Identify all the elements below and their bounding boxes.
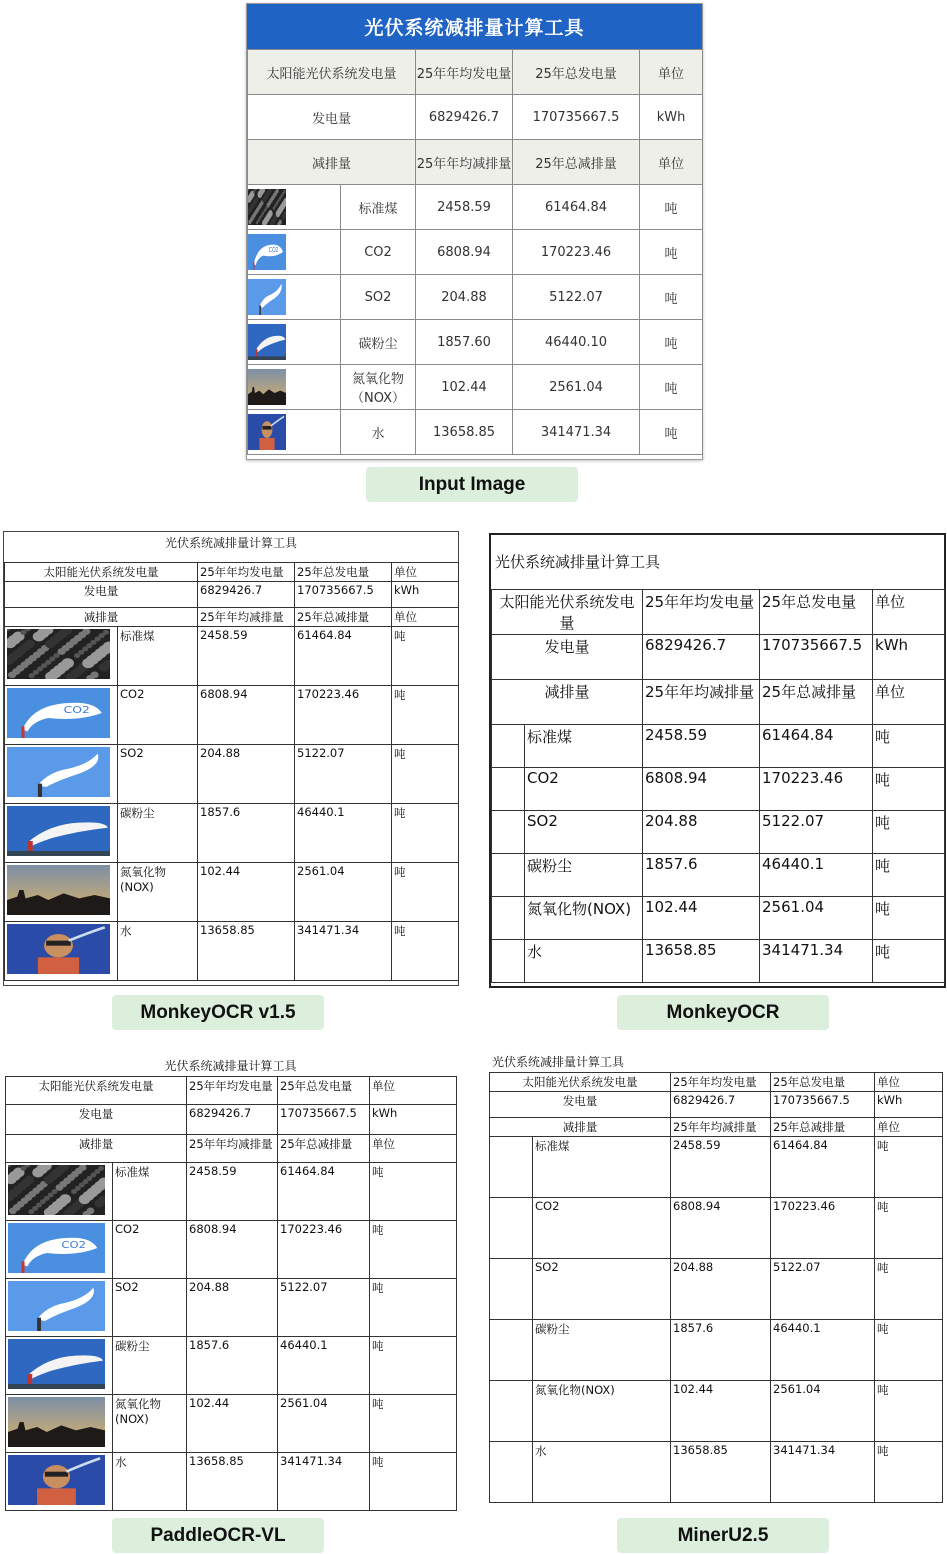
table-cell: CO2 [113,1221,187,1279]
table-cell: 1857.60 [416,320,513,365]
table-cell: 氮氧化物（NOX） [341,365,416,410]
table-cell: 吨 [392,922,459,981]
table-cell: 氮氧化物(NOX) [118,863,198,922]
caption-monkeyocr: MonkeyOCR [617,995,829,1030]
header-cell: 单位 [640,50,703,95]
image-cell [492,940,525,983]
image-cell [490,1198,533,1259]
table-cell: kWh [370,1105,457,1135]
table-row [5,627,459,686]
table-cell: 碳粉尘 [533,1320,671,1381]
image-cell [490,1259,533,1320]
table-cell: 氮氧化物(NOX) [525,897,643,940]
table-cell: 6808.94 [416,230,513,275]
co2-cloud-icon [7,688,115,738]
table-cell: 170735667.5 [295,582,392,608]
image-cell [490,1320,533,1381]
table-cell: 水 [341,410,416,455]
table-cell: 25年年均减排量 [671,1118,771,1137]
table-cell: 吨 [370,1395,457,1453]
table-cell: 204.88 [187,1279,278,1337]
image-cell [492,854,525,897]
table-cell: CO2 [118,686,198,745]
table-cell: 170223.46 [295,686,392,745]
table-cell: 46440.1 [295,804,392,863]
table-row [6,1395,457,1453]
table-cell: 6808.94 [643,768,760,811]
table-cell: 102.44 [187,1395,278,1453]
image-cell [5,627,118,686]
table-cell: 6808.94 [198,686,295,745]
table-cell: 25年总减排量 [278,1135,370,1163]
table-cell: 25年总发电量 [771,1073,875,1092]
table-cell: kWh [875,1092,943,1118]
table-cell: 1857.6 [187,1337,278,1395]
header-row [492,590,945,635]
table-cell: 单位 [873,680,945,725]
table-cell: 6829426.7 [416,95,513,140]
table-cell: 吨 [370,1453,457,1511]
table-cell: 发电量 [490,1092,671,1118]
table-cell: 氮氧化物(NOX) [533,1381,671,1442]
table-cell: 吨 [392,745,459,804]
table-cell: 6808.94 [671,1198,771,1259]
image-cell [490,1442,533,1503]
table-row [6,1221,457,1279]
table-cell: 5122.07 [513,275,640,320]
table-cell: 吨 [873,940,945,983]
table-cell: 标准煤 [118,627,198,686]
table-cell: 水 [533,1442,671,1503]
table-cell: 标准煤 [533,1137,671,1198]
caption-mineru: MinerU2.5 [617,1518,829,1553]
table-cell: 氮氧化物(NOX) [113,1395,187,1453]
table-cell: 25年年均减排量 [643,680,760,725]
table-cell: 发电量 [5,582,198,608]
table-cell: 170223.46 [760,768,873,811]
table-cell: 发电量 [6,1105,187,1135]
co2-cloud-icon [248,234,340,270]
table-cell: 46440.1 [760,854,873,897]
table-row [492,635,945,680]
image-cell [6,1453,113,1511]
table-cell: 341471.34 [771,1442,875,1503]
table-row [5,582,459,608]
table-cell: SO2 [533,1259,671,1320]
table-cell: 61464.84 [513,185,640,230]
table-cell: 1857.6 [643,854,760,897]
table-cell: 吨 [873,811,945,854]
table-cell: 25年总减排量 [295,608,392,627]
table-cell: 2458.59 [198,627,295,686]
table-row [492,811,945,854]
table-cell: 204.88 [198,745,295,804]
result-table [489,1072,943,1503]
table-cell: kWh [640,95,703,140]
table-row [6,1279,457,1337]
panel-title: 光伏系统减排量计算工具 [495,553,661,571]
svg-text:CO2: CO2 [268,246,279,255]
table-cell: 61464.84 [278,1163,370,1221]
header-cell: 太阳能光伏系统发电量 [248,50,416,95]
table-cell: 吨 [875,1442,943,1503]
table-cell: SO2 [118,745,198,804]
table-cell: 204.88 [643,811,760,854]
table-cell: 13658.85 [187,1453,278,1511]
table-cell: 碳粉尘 [525,854,643,897]
table-row [5,686,459,745]
table-cell: 1857.6 [671,1320,771,1381]
image-cell [248,320,341,365]
table-cell: 170223.46 [513,230,640,275]
table-cell: 2561.04 [771,1381,875,1442]
image-cell [5,745,118,804]
table-cell: 13658.85 [643,940,760,983]
result-table [4,562,459,981]
header-cell: 减排量 [248,140,416,185]
header-cell: 25年总减排量 [513,140,640,185]
svg-text:CO2: CO2 [63,704,90,716]
table-cell: 水 [118,922,198,981]
table-cell: 单位 [875,1118,943,1137]
table-cell: 太阳能光伏系统发电量 [490,1073,671,1092]
table-row [490,1198,943,1259]
table-row [490,1381,943,1442]
table-cell: 170223.46 [771,1198,875,1259]
image-cell [248,410,341,455]
dust-smoke-icon [8,1339,110,1389]
table-cell: 102.44 [198,863,295,922]
image-cell [492,768,525,811]
table-cell: 102.44 [671,1381,771,1442]
table-row [492,940,945,983]
header-row [6,1135,457,1163]
table-cell: 单位 [873,590,945,635]
table-cell: 2458.59 [187,1163,278,1221]
image-cell [5,804,118,863]
table-cell: 吨 [392,627,459,686]
table-cell: 减排量 [492,680,643,725]
image-cell [492,897,525,940]
svg-text:CO2: CO2 [61,1238,87,1251]
table-cell: 170735667.5 [513,95,640,140]
panel-title: 光伏系统减排量计算工具 [164,1059,297,1073]
table-cell: 46440.1 [278,1337,370,1395]
image-cell [6,1221,113,1279]
image-cell [5,922,118,981]
table-cell: 单位 [370,1077,457,1105]
caption-monkeyocr-v15: MonkeyOCR v1.5 [112,995,324,1030]
table-cell: 吨 [875,1198,943,1259]
table-cell: 减排量 [490,1118,671,1137]
table-row [248,185,703,230]
table-row [490,1320,943,1381]
table-cell: 标准煤 [113,1163,187,1221]
input-table-title: 光伏系统减排量计算工具 [247,4,702,49]
table-cell: 减排量 [5,608,198,627]
table-cell: 25年总减排量 [760,680,873,725]
table-cell: 5122.07 [295,745,392,804]
dust-smoke-icon [7,806,115,856]
table-cell: 吨 [873,768,945,811]
table-cell: 吨 [640,275,703,320]
table-cell: 25年年均减排量 [198,608,295,627]
table-cell: 太阳能光伏系统发电量 [6,1077,187,1105]
header-cell: 25年年均发电量 [416,50,513,95]
table-cell: 吨 [392,863,459,922]
table-row [490,1137,943,1198]
table-cell: 25年年均发电量 [187,1077,278,1105]
table-cell: 61464.84 [295,627,392,686]
table-cell: 2561.04 [295,863,392,922]
input-header-gen-row [248,50,703,95]
table-row [492,768,945,811]
table-cell: 吨 [873,897,945,940]
header-row [5,608,459,627]
table-row [490,1442,943,1503]
image-cell [490,1381,533,1442]
table-cell: 341471.34 [760,940,873,983]
table-cell: SO2 [525,811,643,854]
chimney-smoke-icon [248,279,340,315]
factory-skyline-icon [8,1397,110,1447]
table-cell: kWh [873,635,945,680]
image-cell [492,811,525,854]
coal-icon [7,629,115,679]
table-cell: 25年年均发电量 [643,590,760,635]
table-cell: 吨 [370,1221,457,1279]
table-cell: 吨 [640,185,703,230]
chimney-smoke-icon [8,1281,110,1331]
table-cell: 碳粉尘 [118,804,198,863]
table-cell: 发电量 [492,635,643,680]
result-table [5,1076,457,1511]
table-cell: 5122.07 [760,811,873,854]
result-table [491,589,945,983]
table-cell: 吨 [392,804,459,863]
table-cell: 25年总发电量 [760,590,873,635]
caption-input: Input Image [366,467,578,502]
table-cell: 6808.94 [187,1221,278,1279]
table-cell: 13658.85 [671,1442,771,1503]
table-cell: 2561.04 [278,1395,370,1453]
table-cell: 吨 [640,230,703,275]
table-cell: 341471.34 [295,922,392,981]
table-cell: 吨 [875,1137,943,1198]
panel-title: 光伏系统减排量计算工具 [492,1055,625,1069]
table-row [248,365,703,410]
header-row [490,1073,943,1092]
table-cell: CO2 [533,1198,671,1259]
table-row [5,745,459,804]
co2-cloud-icon [8,1223,110,1273]
table-cell: 13658.85 [198,922,295,981]
table-cell: 吨 [370,1163,457,1221]
water-child-icon [248,414,340,450]
header-row [490,1118,943,1137]
image-cell [6,1163,113,1221]
table-cell: 341471.34 [513,410,640,455]
table-cell: 341471.34 [278,1453,370,1511]
table-cell: 吨 [875,1320,943,1381]
table-row [6,1105,457,1135]
image-cell [248,230,341,275]
table-cell: 2561.04 [513,365,640,410]
table-cell: 单位 [392,563,459,582]
table-cell: 25年总发电量 [278,1077,370,1105]
image-cell [6,1279,113,1337]
table-row [492,854,945,897]
table-cell: 5122.07 [278,1279,370,1337]
table-cell: 单位 [370,1135,457,1163]
image-cell [5,686,118,745]
input-header-red-row [248,140,703,185]
table-row [490,1092,943,1118]
table-cell: 1857.6 [198,804,295,863]
image-cell [6,1395,113,1453]
table-cell: 102.44 [643,897,760,940]
table-row [6,1453,457,1511]
table-cell: 170735667.5 [771,1092,875,1118]
table-cell: 61464.84 [771,1137,875,1198]
table-cell: CO2 [525,768,643,811]
image-cell [6,1337,113,1395]
input-gen-row [248,95,703,140]
header-row [5,563,459,582]
panel-monkeyocr [489,533,946,988]
table-cell: 25年年均减排量 [187,1135,278,1163]
table-cell: 170735667.5 [278,1105,370,1135]
table-row [490,1259,943,1320]
table-cell: 太阳能光伏系统发电量 [492,590,643,635]
table-cell: 204.88 [416,275,513,320]
table-cell: 水 [525,940,643,983]
dust-smoke-icon [248,324,340,360]
table-cell: 2458.59 [671,1137,771,1198]
input-image-table [246,3,703,460]
table-cell: 6829426.7 [671,1092,771,1118]
table-cell: 水 [113,1453,187,1511]
table-cell: 发电量 [248,95,416,140]
table-cell: 25年年均发电量 [671,1073,771,1092]
panel-title: 光伏系统减排量计算工具 [164,536,297,550]
table-cell: 102.44 [416,365,513,410]
table-cell: 170223.46 [278,1221,370,1279]
table-cell: 13658.85 [416,410,513,455]
table-cell: kWh [392,582,459,608]
table-row [6,1337,457,1395]
table-cell: 碳粉尘 [113,1337,187,1395]
header-cell: 25年年均减排量 [416,140,513,185]
table-cell: 25年总发电量 [295,563,392,582]
chimney-smoke-icon [7,747,115,797]
caption-paddleocr-vl: PaddleOCR-VL [112,1518,324,1553]
table-cell: 吨 [392,686,459,745]
image-cell [492,725,525,768]
table-cell: 吨 [370,1279,457,1337]
table-cell: 碳粉尘 [341,320,416,365]
panel-paddleocr-vl [5,1057,456,1507]
header-row [6,1077,457,1105]
panel-mineru [489,1053,942,1507]
table-cell: 单位 [875,1073,943,1092]
table-cell: 61464.84 [760,725,873,768]
table-cell: 吨 [875,1381,943,1442]
table-cell: 单位 [392,608,459,627]
table-row [492,725,945,768]
factory-skyline-icon [248,369,340,405]
header-row [492,680,945,725]
input-table [247,49,703,455]
table-cell: 2458.59 [643,725,760,768]
water-child-icon [7,924,115,974]
image-cell [5,863,118,922]
table-row [492,897,945,940]
table-cell: 204.88 [671,1259,771,1320]
panel-monkeyocr-v15 [3,531,459,986]
image-cell [248,185,341,230]
table-cell: 减排量 [6,1135,187,1163]
image-cell [248,365,341,410]
table-cell: SO2 [341,275,416,320]
factory-skyline-icon [7,865,115,915]
table-cell: 吨 [370,1337,457,1395]
table-row [5,804,459,863]
table-cell: 6829426.7 [643,635,760,680]
table-cell: CO2 [341,230,416,275]
table-cell: 2458.59 [416,185,513,230]
table-cell: 吨 [640,365,703,410]
water-child-icon [8,1455,110,1505]
table-cell: 6829426.7 [187,1105,278,1135]
table-cell: 46440.1 [771,1320,875,1381]
table-cell: 25年年均发电量 [198,563,295,582]
table-cell: 170735667.5 [760,635,873,680]
table-cell: 吨 [640,320,703,365]
table-row [6,1163,457,1221]
table-row [248,275,703,320]
table-cell: 2561.04 [760,897,873,940]
table-cell: 太阳能光伏系统发电量 [5,563,198,582]
image-cell [248,275,341,320]
table-cell: 46440.10 [513,320,640,365]
image-cell [490,1137,533,1198]
coal-icon [248,189,340,225]
table-cell: 6829426.7 [198,582,295,608]
table-cell: 25年总减排量 [771,1118,875,1137]
coal-icon [8,1165,110,1215]
table-cell: 标准煤 [341,185,416,230]
header-cell: 25年总发电量 [513,50,640,95]
table-row [248,320,703,365]
table-cell: 5122.07 [771,1259,875,1320]
table-cell: 吨 [875,1259,943,1320]
table-row [5,922,459,981]
table-cell: 吨 [873,725,945,768]
table-cell: 吨 [873,854,945,897]
table-cell: 吨 [640,410,703,455]
table-row [248,410,703,455]
header-cell: 单位 [640,140,703,185]
table-row [5,863,459,922]
table-cell: 标准煤 [525,725,643,768]
table-cell: SO2 [113,1279,187,1337]
table-row [248,230,703,275]
